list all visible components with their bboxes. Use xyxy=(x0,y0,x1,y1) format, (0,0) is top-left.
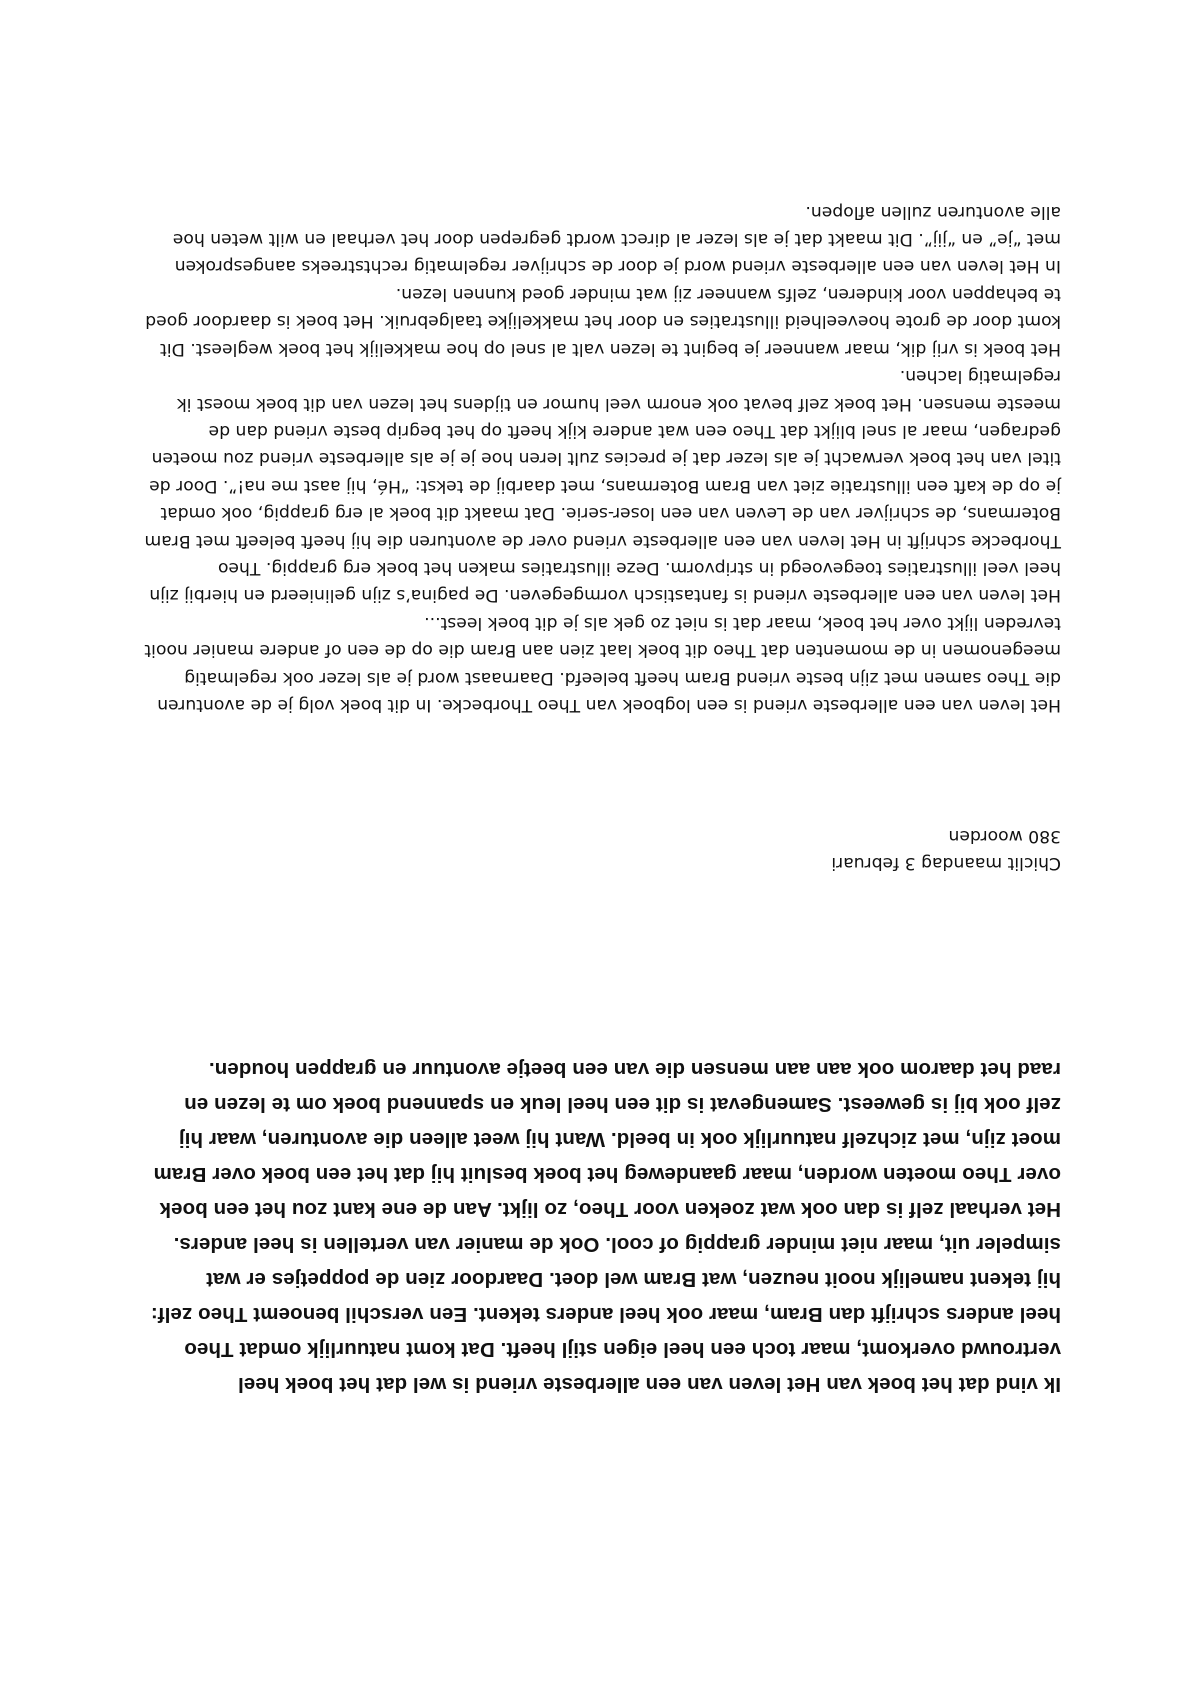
summary-paragraph-4: In Het leven van een allerbeste vriend word je door de schrijver regelmatig rechtstreeks aangesproken met “je” en “jij”. Dit maakt dat je als lezer al direct wordt gegrepen door het verhaal en wilt weten hoe alle avonturen zullen aflopen. xyxy=(172,201,1061,277)
author-date: Chiclit maandag 3 februari xyxy=(831,853,1061,873)
word-count: 380 woorden xyxy=(948,825,1061,846)
summary-paragraph-3: Het boek is vrij dik, maar wanneer je begint te lezen valt al snel op hoe makkelijk het boek wegleest. Dit komt door de grote hoeveelheid illustraties en door het makkelijke taalgebruik. Het boek is daardoor goed te behappen voor kinderen, zelfs wanneer zij wat minder goed kunnen lezen. xyxy=(145,283,1061,359)
summary-paragraph-1: Het leven van een allerbeste vriend is een logboek van Theo Thorbecke. In dit boek volg je de avonturen die Theo samen met zijn beste vriend Bram heeft beleefd. Daarnaast word je als lezer ook regelmatig meegenomen in de momenten dat Theo dit boek laat zien aan Bram die op de een of andere manier nooit tevreden lijkt over het boek, maar dat is niet zo gek als je dit boek leest... xyxy=(144,612,1061,715)
summary-paragraph-2: Het leven van een allerbeste vriend is fantastisch vormgegeven. De pagina’s zijn gelinieerd en hierbij zijn heel veel illustraties toegevoegd in stripvorm. Deze illustraties maken het boek erg grappig. Theo Thorbecke schrijft in Het leven van een allerbeste vriend over de avonturen die hij heeft beleeft met Bram Botermans, de schrijver van de Leven van een loser-serie. Dat maakt dit boek al erg grappig, ook omdat je op de kaft een illustratie ziet van Bram Botermans, met daarbij de tekst: “Hé, hij aast me na!”. Door de titel van het boek verwacht je als lezer dat je precies zult leren hoe je je als allerbeste vriend zou moeten gedragen, maar al snel blijkt dat Theo een wat andere kijk heeft op het begrip beste vriend dan de meeste mensen. Het boek zelf bevat ook enorm veel humor en tijdens het lezen van dit boek moest ik regelmatig lachen. xyxy=(144,366,1061,606)
review-summary-section xyxy=(141,197,1061,718)
review-meta xyxy=(461,821,1061,876)
review-opinion-section xyxy=(141,1052,1061,1402)
review-opinion-paragraph: Ik vind dat het boek van Het leven van een allerbeste vriend is wel dat het boek heel vertrouwd overkomt, maar toch een heel eigen stijl heeft. Dat komt natuurlijk omdat Theo heel anders schrijft dan Bram, maar ook heel anders tekent. Een verschil benoemt Theo zelf: hij tekent namelijk nooit neuzen, wat Bram wel doet. Daardoor zien de poppetjes er wat simpeler uit, maar niet minder grappig of cool. Ook de manier van vertellen is heel anders. Het verhaal zelf is dan ook wat zoeken voor Theo, zo lijkt. Aan de ene kant zou het een boek over Theo moeten worden, maar gaandeweg het boek besluit hij dat het een boek over Bram moet zijn, met zichzelf natuurlijk ook in beeld. Want hij weet alleen die avonturen, waar hij zelf ook bij is geweest. Samengevat is dit een heel leuk en spannend boek om te lezen en raad het daarom ook aan aan mensen die van een beetje avontuur en grappen houden. xyxy=(150,1058,1061,1396)
